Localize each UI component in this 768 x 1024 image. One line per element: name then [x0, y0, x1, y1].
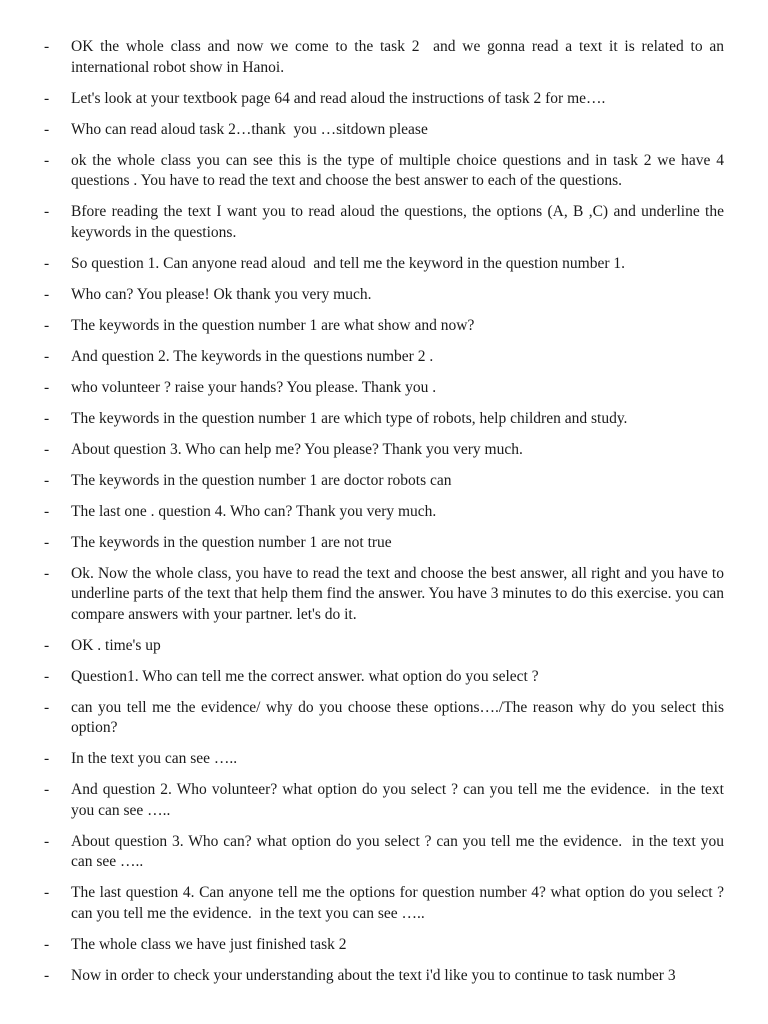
bullet-dash: - — [44, 316, 50, 334]
bullet-dash: - — [44, 254, 50, 272]
list-item — [44, 533, 724, 554]
list-item-text: In the text you can see ….. — [71, 750, 238, 767]
bullet-dash: - — [44, 781, 50, 798]
list-item-text: The last question 4. Can anyone tell me the options for question number 4? what option do you select ? can you tell me the evidence. in the text you can see ….. — [71, 884, 728, 922]
list-item — [44, 440, 724, 461]
bullet-dash: - — [44, 347, 50, 365]
list-item-text: OK the whole class and now we come to the task 2 and we gonna read a text it is related to an international robot show in Hanoi. — [71, 38, 728, 76]
bullet-dash: - — [44, 440, 50, 458]
bullet-dash: - — [44, 502, 50, 520]
list-item-text: So question 1. Can anyone read aloud and tell me the keyword in the question number 1. — [71, 254, 626, 272]
list-item-text: The keywords in the question number 1 are not true — [71, 533, 392, 551]
list-item-text: About question 3. Who can help me? You please? Thank you very much. — [71, 440, 523, 458]
bullet-dash: - — [44, 698, 50, 716]
list-item-text: The keywords in the question number 1 are which type of robots, help children and study. — [71, 409, 628, 427]
list-item-text: Ok. Now the whole class, you have to read the text and choose the best answer, all right and you have to underline parts of the text that help them find the answer. You have 3 minutes to do this exercise. you can compare answers with your partner. let's do it. — [71, 564, 728, 623]
bullet-dash: - — [44, 966, 50, 984]
list-item — [44, 935, 724, 956]
list-item — [44, 316, 724, 337]
bullet-dash: - — [44, 120, 50, 138]
list-item — [44, 564, 728, 626]
list-item-text: The keywords in the question number 1 are doctor robots can — [71, 471, 452, 489]
list-item — [44, 749, 724, 770]
list-item — [44, 502, 724, 523]
list-item — [44, 409, 724, 430]
list-item-text: Who can? You please! Ok thank you very much. — [71, 285, 372, 303]
list-item-text: OK . time's up — [71, 636, 161, 654]
list-item — [44, 667, 724, 688]
list-item-text: Bfore reading the text I want you to read aloud the questions, the options (A, B ,C) and underline the keywords in the questions. — [71, 203, 728, 241]
list-item — [44, 254, 724, 275]
list-item — [44, 636, 724, 657]
list-item-text: Now in order to check your understanding about the text i'd like you to continue to task number 3 — [71, 966, 676, 984]
list-item-text: Question1. Who can tell me the correct answer. what option do you select ? — [71, 667, 539, 685]
list-item-text: About question 3. Who can? what option do you select ? can you tell me the evidence. in the text you can see ….. — [71, 832, 728, 870]
bullet-dash: - — [44, 636, 50, 654]
list-item — [44, 966, 724, 987]
bullet-dash: - — [44, 151, 50, 169]
bullet-dash: - — [44, 471, 50, 489]
list-item-text: can you tell me the evidence/ why do you choose these options…./The reason why do you select this option? — [71, 698, 728, 736]
list-item — [44, 151, 728, 192]
list-item-text: The whole class we have just finished task 2 — [71, 935, 347, 953]
bullet-dash: - — [44, 935, 50, 953]
list-item — [44, 89, 724, 110]
list-item-text: The keywords in the question number 1 are what show and now? — [71, 316, 475, 334]
list-item-text: Let's look at your textbook page 64 and read aloud the instructions of task 2 for me…. — [71, 89, 606, 107]
list-item-text: And question 2. The keywords in the questions number 2 . — [71, 347, 434, 365]
bullet-dash: - — [44, 89, 50, 107]
bullet-dash: - — [44, 203, 50, 220]
list-item — [44, 698, 728, 739]
list-item — [44, 471, 724, 492]
list-item-text: ok the whole class you can see this is the type of multiple choice questions and in task 2 we have 4 questions . You have to read the text and choose the best answer to each of the questions. — [71, 151, 728, 189]
list-item — [44, 202, 728, 243]
bullet-dash: - — [44, 564, 50, 582]
bullet-dash: - — [44, 750, 50, 767]
list-item — [44, 883, 728, 924]
bullet-dash: - — [44, 285, 50, 303]
list-item — [44, 37, 728, 78]
list-item-text: The last one . question 4. Who can? Thank you very much. — [71, 502, 437, 520]
transcript-list — [44, 37, 728, 997]
list-item-text: And question 2. Who volunteer? what option do you select ? can you tell me the evidence. in the text you can see ….. — [71, 781, 728, 819]
list-item — [44, 347, 724, 368]
bullet-dash: - — [44, 38, 50, 55]
list-item — [44, 378, 724, 399]
list-item-text: who volunteer ? raise your hands? You please. Thank you . — [71, 378, 437, 396]
bullet-dash: - — [44, 832, 50, 850]
bullet-dash: - — [44, 884, 50, 901]
bullet-dash: - — [44, 667, 50, 685]
list-item — [44, 285, 724, 306]
list-item — [44, 120, 724, 141]
list-item — [44, 832, 728, 873]
list-item — [44, 780, 728, 821]
bullet-dash: - — [44, 533, 50, 551]
bullet-dash: - — [44, 378, 50, 396]
list-item-text: Who can read aloud task 2…thank you …sitdown please — [71, 120, 428, 138]
bullet-dash: - — [44, 409, 50, 427]
